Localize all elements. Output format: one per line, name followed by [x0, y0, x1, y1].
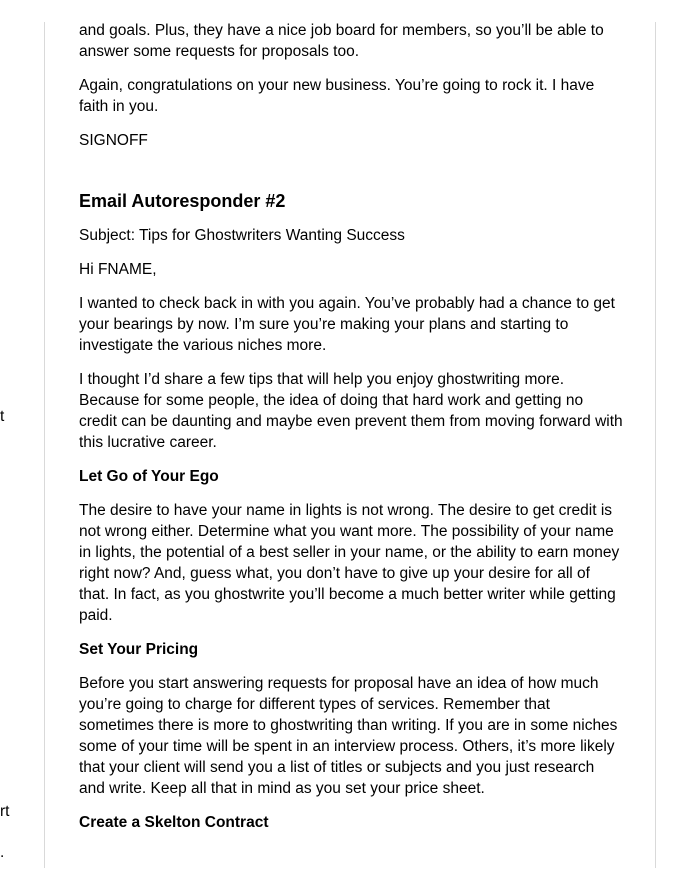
document-body [79, 20, 624, 846]
margin-text-fragment: . [0, 844, 5, 861]
section-text: Before you start answering requests for proposal have an idea of how much you’re going to charge for different types of services. Remember that sometimes there is more to ghostwriting than writing. If you are in some niches some of your time will be spent in an interview process. Others, it’s more likely that your client will send you a list of titles or subjects and you just research and write. Keep all that in mind as you set your price sheet. [79, 675, 618, 797]
email-subject: Subject: Tips for Ghostwriters Wanting Success [79, 227, 405, 244]
margin-text-fragment: t [0, 408, 5, 425]
paragraph: I thought I’d share a few tips that will help you enjoy ghostwriting more. Because for some people, the idea of doing that hard work and getting no credit can be daunting and maybe even prevent them from moving forward with this lucrative career. [79, 371, 623, 451]
section-title: Let Go of Your Ego [79, 468, 219, 485]
section-title: Create a Skelton Contract [79, 814, 269, 831]
page-left-edge [44, 22, 45, 868]
margin-text-fragment: rt [0, 803, 10, 820]
email-greeting: Hi FNAME, [79, 261, 157, 278]
paragraph: and goals. Plus, they have a nice job board for members, so you’ll be able to answer some requests for proposals too. [79, 22, 604, 60]
section-title: Set Your Pricing [79, 641, 199, 658]
signoff: SIGNOFF [79, 132, 148, 149]
page-right-edge [655, 22, 656, 868]
section-text: The desire to have your name in lights is not wrong. The desire to get credit is not wrong either. Determine what you want more. The possibility of your name in lights, the potential of a best seller in your name, or the ability to earn money right now? And, guess what, you don’t have to give up your desire for all of that. In fact, as you ghostwrite you’ll become a much better writer while getting paid. [79, 502, 620, 624]
paragraph: Again, congratulations on your new business. You’re going to rock it. I have faith in you. [79, 77, 595, 115]
paragraph: I wanted to check back in with you again. You’ve probably had a chance to get your bearings by now. I’m sure you’re making your plans and starting to investigate the various niches more. [79, 295, 615, 354]
email-heading: Email Autoresponder #2 [79, 191, 286, 211]
